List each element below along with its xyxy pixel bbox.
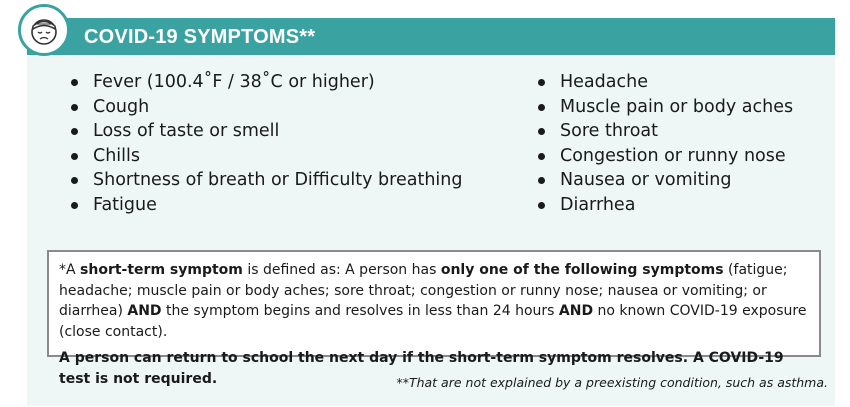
list-item: Loss of taste or smell (71, 119, 462, 144)
list-item: Congestion or runny nose (538, 144, 793, 169)
list-item: Sore throat (538, 119, 793, 144)
page-title: COVID-19 SYMPTOMS** (84, 26, 316, 48)
list-item: Fever (100.4˚F / 38˚C or higher) (71, 70, 462, 95)
note-text: no known COVID-19 exposure (close contact). (59, 303, 807, 340)
symptom-list-right (538, 70, 793, 218)
note-emphasis: AND (558, 303, 594, 319)
list-item: Headache (538, 70, 793, 95)
footnote: **That are not explained by a preexisting condition, such as asthma. (396, 375, 828, 390)
definition-paragraph (59, 260, 809, 342)
list-item: Fatigue (71, 193, 462, 218)
list-item: Shortness of breath or Difficulty breathing (71, 168, 462, 193)
list-item: Nausea or vomiting (538, 168, 793, 193)
list-item: Muscle pain or body aches (538, 95, 793, 120)
note-emphasis: AND (127, 303, 162, 319)
note-text: is defined as: A person has (242, 262, 441, 278)
return-to-school-paragraph: A person can return to school the next day if the short-term symptom resolves. A COVID-19 test is not required. (59, 350, 784, 387)
note-text: the symptom begins and resolves in less than 24 hours (161, 303, 559, 319)
list-item: Diarrhea (538, 193, 793, 218)
list-item: Cough (71, 95, 462, 120)
note-text: (fatigue; headache; muscle pain or body aches; sore throat; congestion or runny nose; nausea or vomiting; or diarrhea) (59, 262, 788, 319)
note-text: *A (59, 262, 81, 278)
symptom-list-left (71, 70, 462, 218)
note-emphasis: short-term symptom (80, 262, 243, 278)
list-item: Chills (71, 144, 462, 169)
sick-face-icon (18, 4, 70, 56)
note-emphasis: only one of the following symptoms (440, 262, 724, 278)
